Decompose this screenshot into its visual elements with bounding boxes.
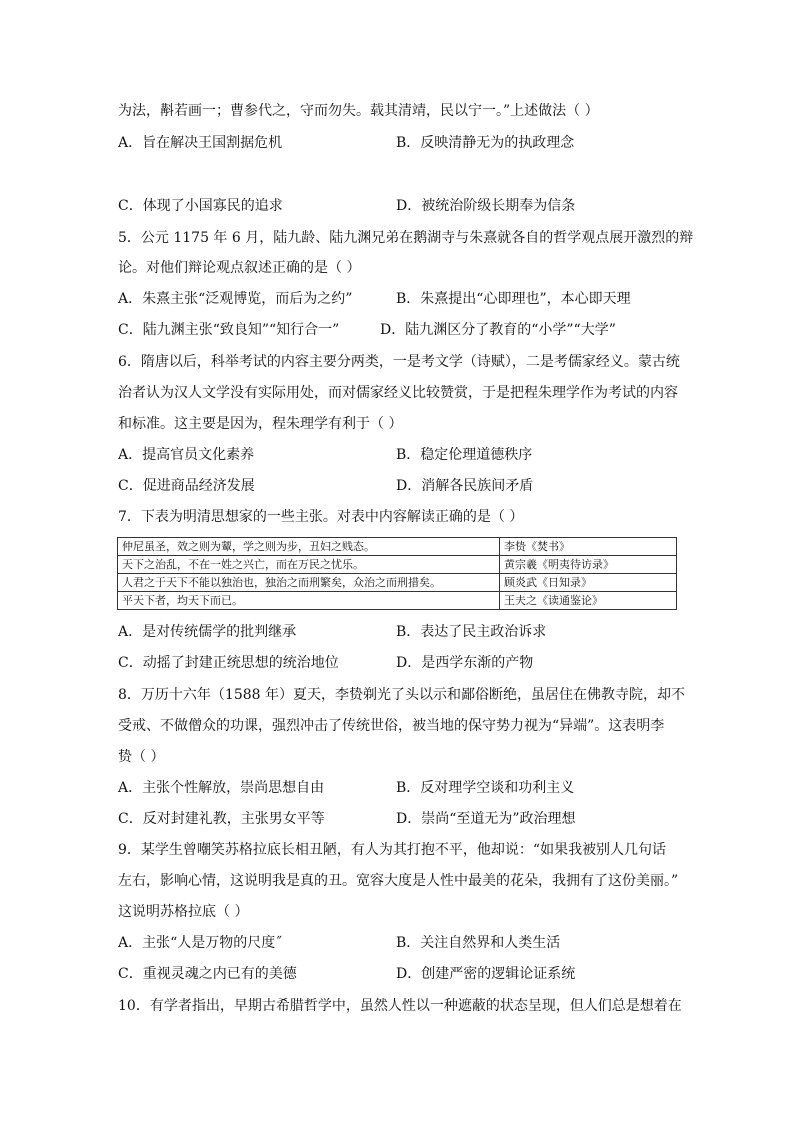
- q5-stem-line-2: 论。对他们辩论观点叙述正确的是（ ）: [118, 260, 361, 276]
- table-row: [118, 538, 677, 556]
- table-quote-cell: 仲尼虽圣，效之则为颦，学之则为步，丑妇之贱态。: [118, 538, 500, 556]
- q8-stem-line-2: 受戒、不做僧众的功课，强烈冲击了传统世俗，被当地的保守势力视为“异端”。这表明李: [118, 718, 665, 734]
- q7-option-b: B．表达了民主政治诉求: [396, 624, 547, 640]
- table-quote-cell: 人君之于天下不能以独治也，独治之而刑繁矣，众治之而刑措矣。: [118, 574, 500, 592]
- q7-option-d: D．是西学东渐的产物: [396, 655, 534, 671]
- table-source-cell: 黄宗羲《明夷待访录》: [500, 556, 677, 574]
- q8-stem-line-1: 8．万历十六年（1588 年）夏天，李贽剃光了头以示和鄙俗断绝，虽居住在佛教寺院，却不: [118, 687, 685, 703]
- q6-option-d: D．消解各民族间矛盾: [396, 478, 534, 494]
- q9-stem-line-2: 左右，影响心情，这说明我是真的丑。宽容大度是人性中最美的花朵，我拥有了这份美丽。”: [118, 873, 679, 889]
- table-row: [118, 574, 677, 592]
- table-row: [118, 592, 677, 610]
- q6-stem-line-3: 和标准。这主要是因为，程朱理学有利于（ ）: [118, 416, 403, 432]
- q8-option-b: B．反对理学空谈和功利主义: [396, 780, 575, 796]
- table-source-cell: 顾炎武《日知录》: [500, 574, 677, 592]
- q4-option-a: A．旨在解决王国割据危机: [118, 135, 283, 151]
- q6-option-b: B．稳定伦理道德秩序: [396, 447, 533, 463]
- table-source-cell: 李贽《焚书》: [500, 538, 677, 556]
- table-quote-cell: 平天下者，均天下而已。: [118, 592, 500, 610]
- q9-option-a: A．主张“人是万物的尺度˝: [118, 935, 283, 951]
- q4-option-d: D．被统治阶级长期奉为信条: [396, 198, 576, 214]
- q6-stem-line-1: 6．隋唐以后，科举考试的内容主要分两类，一是考文学（诗赋），二是考儒家经义。蒙古统: [118, 354, 680, 370]
- q9-stem-line-1: 9．某学生曾嘲笑苏格拉底长相丑陋，有人为其打抱不平，他却说：“如果我被别人几句话: [118, 842, 667, 858]
- q8-option-a: A．主张个性解放，崇尚思想自由: [118, 780, 325, 796]
- q7-stem-line-1: 7．下表为明清思想家的一些主张。对表中内容解读正确的是（ ）: [118, 509, 524, 525]
- table-quote-cell: 天下之治乱，不在一姓之兴亡，而在万民之忧乐。: [118, 556, 500, 574]
- q5-option-c: C．陆九渊主张“致良知”“知行合一”: [118, 322, 340, 338]
- q7-option-c: C．动摇了封建正统思想的统治地位: [118, 655, 339, 671]
- q9-option-d: D．创建严密的逻辑论证系统: [396, 966, 576, 982]
- q4-stem-tail: 为法，斠若画一；曹参代之，守而勿失。载其清靖，民以宁一。”上述做法（ ）: [118, 103, 599, 119]
- q10-stem-line-1: 10．有学者指出，早期古希腊哲学中，虽然人性以一种遮蔽的状态呈现，但人们总是想着在: [118, 998, 682, 1014]
- q5-option-b: B．朱熹提出“心即理也”，本心即天理: [396, 291, 631, 307]
- q8-stem-line-3: 贽（ ）: [118, 749, 165, 765]
- q5-option-d: D．陆九渊区分了教育的“小学”“大学”: [380, 322, 616, 338]
- q4-option-b: B．反映清静无为的执政理念: [396, 135, 575, 151]
- q7-option-a: A．是对传统儒学的批判继承: [118, 624, 297, 640]
- q8-option-d: D．崇尚“至道无为”政治理想: [396, 811, 576, 827]
- q9-option-c: C．重视灵魂之内已有的美德: [118, 966, 297, 982]
- q6-stem-line-2: 治者认为汉人文学没有实际用处，而对儒家经义比较赞赏，于是把程朱理学作为考试的内容: [118, 385, 678, 401]
- q6-option-a: A．提高官员文化素养: [118, 447, 255, 463]
- q4-option-c: C．体现了小国寡民的追求: [118, 198, 283, 214]
- table-source-cell: 王夫之《读通鉴论》: [500, 592, 677, 610]
- thinkers-table: [117, 537, 677, 610]
- q9-option-b: B．关注自然界和人类生活: [396, 935, 561, 951]
- q6-option-c: C．促进商品经济发展: [118, 478, 255, 494]
- q9-stem-line-3: 这说明苏格拉底（ ）: [118, 904, 249, 920]
- q5-option-a: A．朱熹主张“泛观博览，而后为之约”: [118, 291, 353, 307]
- q8-option-c: C．反对封建礼教，主张男女平等: [118, 811, 325, 827]
- table-row: [118, 556, 677, 574]
- q5-stem-line-1: 5．公元 1175 年 6 月，陆九龄、陆九渊兄弟在鹅湖寺与朱熹就各自的哲学观点展开激烈的辩: [118, 230, 694, 246]
